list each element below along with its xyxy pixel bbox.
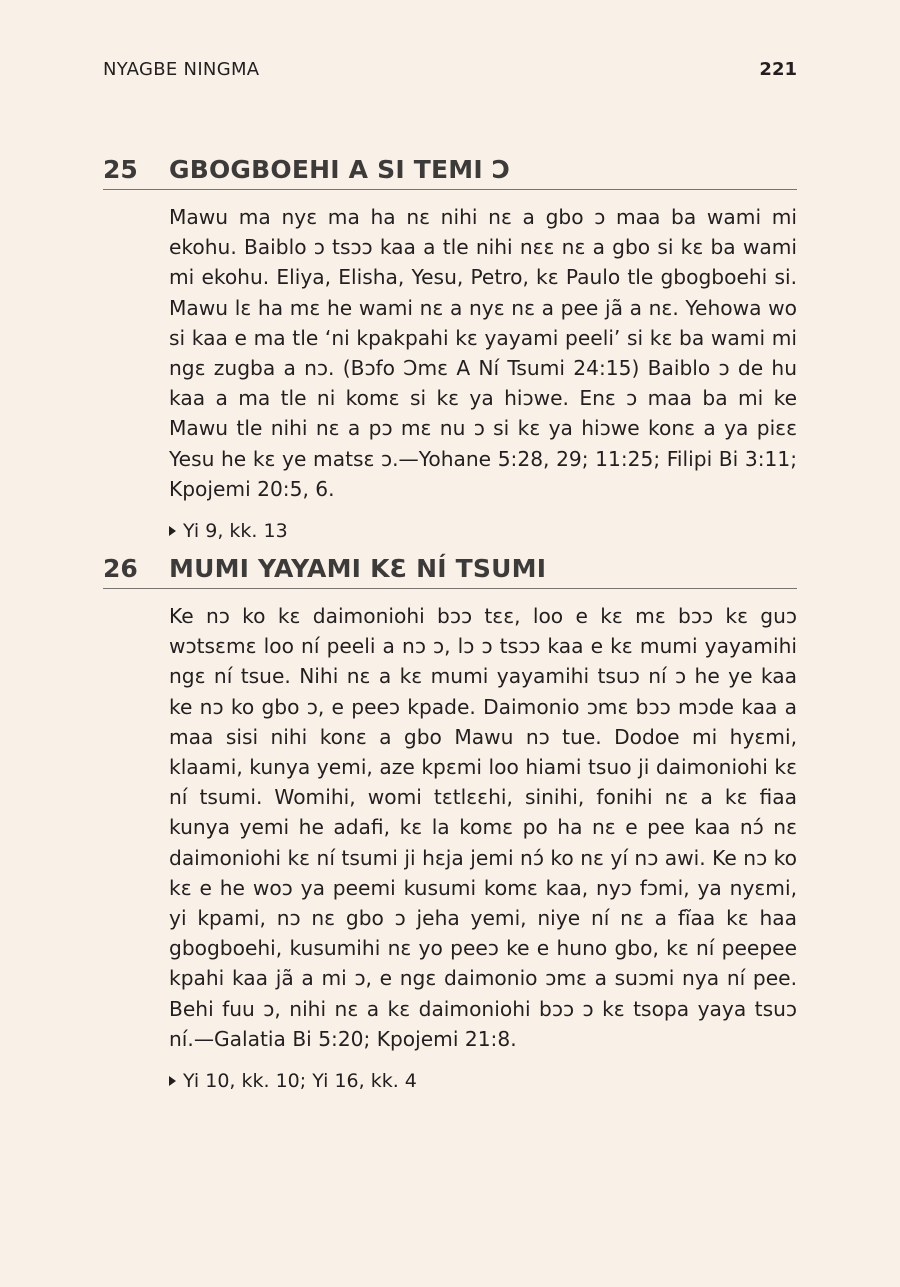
section-body [169, 601, 797, 1054]
cross-reference-text: Yi 10, kk. 10; Yi 16, kk. 4 [183, 1070, 417, 1093]
cross-reference [169, 1068, 797, 1094]
cross-reference [169, 518, 797, 544]
section-25 [103, 152, 797, 544]
section-body [169, 202, 797, 504]
section-number: 26 [103, 554, 138, 583]
section-paragraph: Mawu ma nyɛ ma ha nɛ nihi nɛ a gbo ɔ maa ba wami mi ekohu. Baiblo ɔ tsɔɔ kaa a tle nihi nɛɛ nɛ a gbo si kɛ ba wami mi ekohu. Eliya, Elisha, Yesu, Petro, kɛ Paulo tle gbogboehi si. Mawu lɛ ha mɛ he wami nɛ a nyɛ nɛ a pee jã a nɛ. Yehowa wo si kaa e ma tle ‘ni kpakpahi kɛ yayami peeli’ si kɛ ba wami mi ngɛ zugba a nɔ. (Bɔfo Ɔmɛ A Ní Tsumi 24:15) Baiblo ɔ de hu kaa a ma tle ni komɛ si kɛ ya hiɔwe. Enɛ ɔ maa ba mi ke Mawu tle nihi nɛ a pɔ mɛ nu ɔ si kɛ ya hiɔwe konɛ a ya piɛɛ Yesu he kɛ ye matsɛ ɔ.—Yohane 5:28, 29; 11:25; Filipi Bi 3:11; Kpojemi 20:5, 6. [169, 205, 797, 501]
page-number: 221 [759, 59, 797, 80]
section-heading [103, 152, 797, 190]
section-heading [103, 551, 797, 589]
book-title: NYAGBE NINGMA [103, 59, 260, 80]
section-title: MUMI YAYAMI KƐ NÍ TSUMI [169, 554, 547, 583]
running-head [103, 59, 797, 85]
cross-reference-text: Yi 9, kk. 13 [183, 520, 288, 543]
section-paragraph: Ke nɔ ko kɛ daimoniohi bɔɔ tɛɛ, loo e kɛ mɛ bɔɔ kɛ guɔ wɔtsɛmɛ loo ní peeli a nɔ ɔ, lɔ ɔ tsɔɔ kaa e kɛ mumi yayamihi ngɛ ní tsue. Nihi nɛ a kɛ mumi yayamihi tsuɔ ní ɔ he ye kaa ke nɔ ko gbo ɔ, e peeɔ kpade. Daimonio ɔmɛ bɔɔ mɔde kaa a maa sisi nihi konɛ a gbo Mawu nɔ tue. Dodoe mi hyɛmi, klaami, kunya yemi, aze kpɛmi loo hiami tsuo ji daimoniohi kɛ ní tsumi. Womihi, womi tɛtlɛɛhi, sinihi, fonihi nɛ a kɛ fiaa kunya yemi he adafi, kɛ la komɛ po ha nɛ e pee kaa nɔ́ nɛ daimoniohi kɛ ní tsumi ji hɛja jemi nɔ́ ko nɛ yí nɔ awi. Ke nɔ ko kɛ e he woɔ ya peemi kusumi komɛ kaa, nyɔ fɔmi, ya nyɛmi, yi kpami, nɔ nɛ gbo ɔ jeha yemi, niye ní nɛ a fĩaa kɛ haa gbogboehi, kusumihi nɛ yo peeɔ ke e huno gbo, kɛ ní peepee kpahi kaa jã a mi ɔ, e ngɛ daimonio ɔmɛ a suɔmi nya ní pee. Behi fuu ɔ, nihi nɛ a kɛ daimoniohi bɔɔ ɔ kɛ tsopa yaya tsuɔ ní.—Galatia Bi 5:20; Kpojemi 21:8. [169, 604, 797, 1051]
triangle-bullet-icon [169, 1076, 176, 1086]
section-title: GBOGBOEHI A SI TEMI Ɔ [169, 155, 511, 184]
triangle-bullet-icon [169, 526, 176, 536]
section-26 [103, 551, 797, 1094]
section-number: 25 [103, 155, 138, 184]
